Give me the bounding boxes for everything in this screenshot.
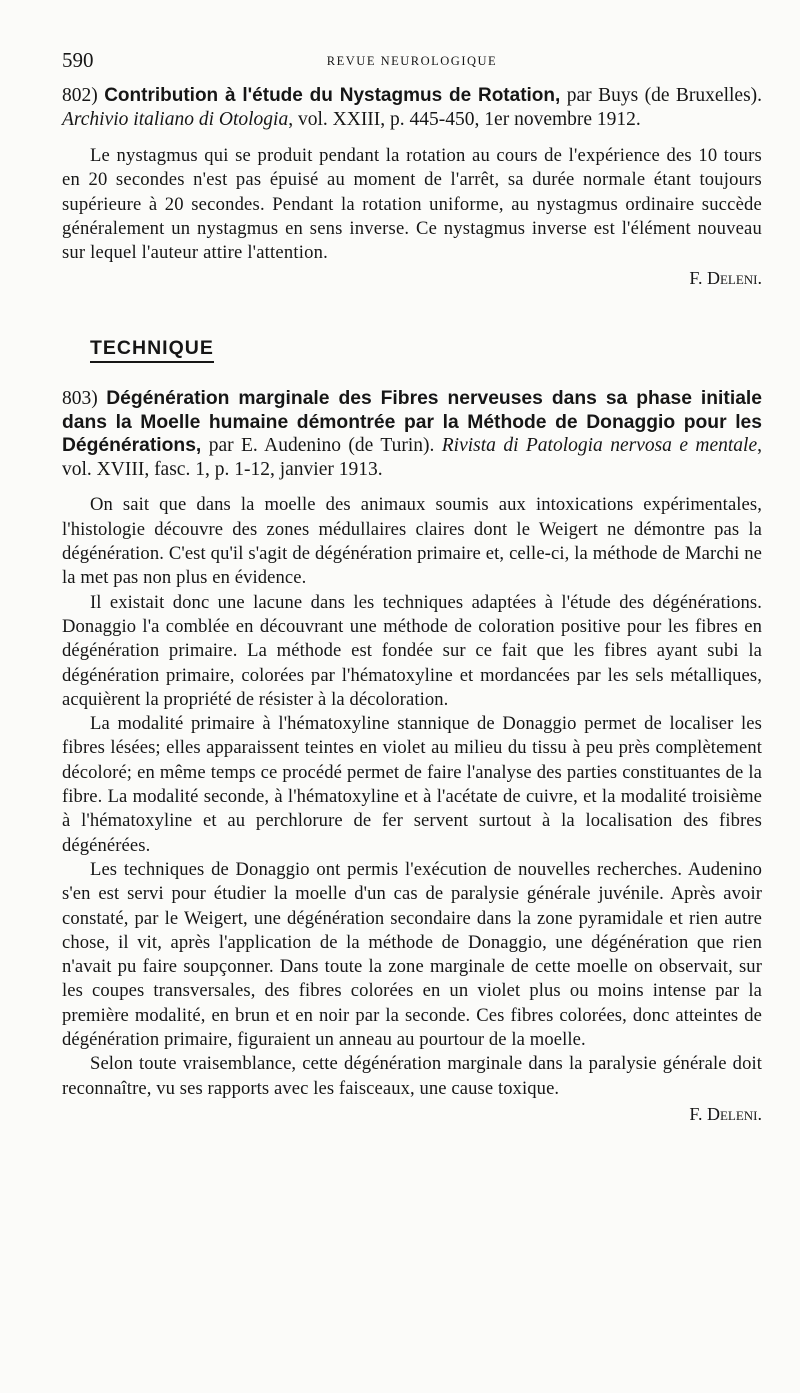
entry-803-paragraph-2: Il existait donc une lacune dans les techniques adaptées à l'étude des dégénérations. Donaggio l'a comblée en découvrant une méthode de coloration positive pour les fibres en dégénération primaire. La méthode est fondée sur ce fait que les fibres ayant subi la dégénération primaire, colorées par l'hématoxyline et mordancées par les sels métalliques, acquièrent la propriété de résister à la décoloration. — [62, 591, 762, 710]
entry-803-citation-post: , vol. XVIII, fasc. 1, p. 1-12, janvier 1913. — [62, 435, 762, 480]
entry-803-paragraph-3: La modalité primaire à l'hématoxyline stannique de Donaggio permet de localiser les fibres lésées; elles apparaissent teintes en violet au milieu du tissu à peu près complètement décoloré; en même temps ce procédé permet de faire l'analyse des parties constituantes de la fibre. La modalité seconde, à l'hématoxyline et à l'acétate de cuivre, et la modalité troisième à l'hématoxyline et au perchlorure de fer servent surtout à la localisation des fibres dégénérées. — [62, 713, 762, 856]
entry-802 — [62, 84, 762, 291]
section-title: TECHNIQUE — [90, 337, 214, 363]
section-header — [62, 337, 762, 363]
entry-802-journal: Archivio italiano di Otologia — [62, 109, 289, 130]
entry-803-heading — [62, 387, 762, 481]
entry-803-title: Dégénération marginale des Fibres nerveuses dans sa phase initiale dans la Moelle humaine démontrée par la Méthode de Donaggio pour les Dégénérations, — [62, 388, 762, 457]
entry-802-citation-pre: par Buys (de Bruxelles). — [566, 85, 763, 106]
entry-803 — [62, 387, 762, 1126]
journal-title: REVUE NEUROLOGIQUE — [326, 54, 498, 68]
entry-803-reviewer: F. Deleni. — [689, 1103, 762, 1124]
entry-803-paragraph-5: Selon toute vraisemblance, cette dégénération marginale dans la paralysie générale doit reconnaître, vu ses rapports avec les faisceaux, une cause toxique. — [62, 1053, 762, 1099]
entry-802-heading — [62, 84, 762, 132]
page-number: 590 — [62, 48, 94, 72]
entry-802-citation-post: , vol. XXIII, p. 445-450, 1er novembre 1912. — [288, 109, 641, 130]
entry-803-paragraph-4: Les techniques de Donaggio ont permis l'exécution de nouvelles recherches. Audenino s'en est servi pour étudier la moelle d'un cas de paralysie générale juvénile. Après avoir constaté, par le Weigert, une dégénération secondaire dans la zone pyramidale et rien autre chose, il vit, après l'application de la méthode de Donaggio, une dégénération que rien n'avait pu faire soupçonner. Dans toute la zone marginale de cette moelle on observait, sur les coupes transversales, des fibres colorées en un violet plus ou moins intense par la première modalité, en brun et en noir par la seconde. Ces fibres colorées, donc atteintes de dégénération primaire, figuraient un anneau au pourtour de la moelle. — [62, 858, 762, 1051]
running-head — [62, 40, 762, 84]
entry-803-number: 803) — [62, 388, 98, 410]
entry-802-title: Contribution à l'étude du Nystagmus de Rotation, — [104, 85, 561, 106]
entry-803-citation-pre: par E. Audenino (de Turin). — [208, 435, 442, 457]
page — [62, 40, 762, 1127]
entry-802-reviewer: F. Deleni. — [689, 268, 762, 289]
entry-802-paragraph: Le nystagmus qui se produit pendant la rotation au cours de l'expérience des 10 tours en 20 secondes n'est pas épuisé au moment de l'arrêt, sa durée normale étant toujours supérieure à 20 secondes. Pendant la rotation uniforme, au nystagmus ordinaire succède généralement un nystagmus en sens inverse. Ce nystagmus inverse est l'élément nouveau sur lequel l'auteur attire l'attention. — [62, 145, 762, 264]
entry-803-paragraph-1: On sait que dans la moelle des animaux soumis aux intoxications expérimentales, l'histologie découvre des zones médullaires claires dont le Weigert ne démontre pas la dégénération. C'est qu'il s'agit de dégénération primaire et, celle-ci, la méthode de Marchi ne la met pas non plus en évidence. — [62, 494, 762, 589]
entry-803-journal: Rivista di Patologia nervosa e mentale — [441, 435, 758, 457]
entry-802-number: 802) — [62, 85, 98, 106]
